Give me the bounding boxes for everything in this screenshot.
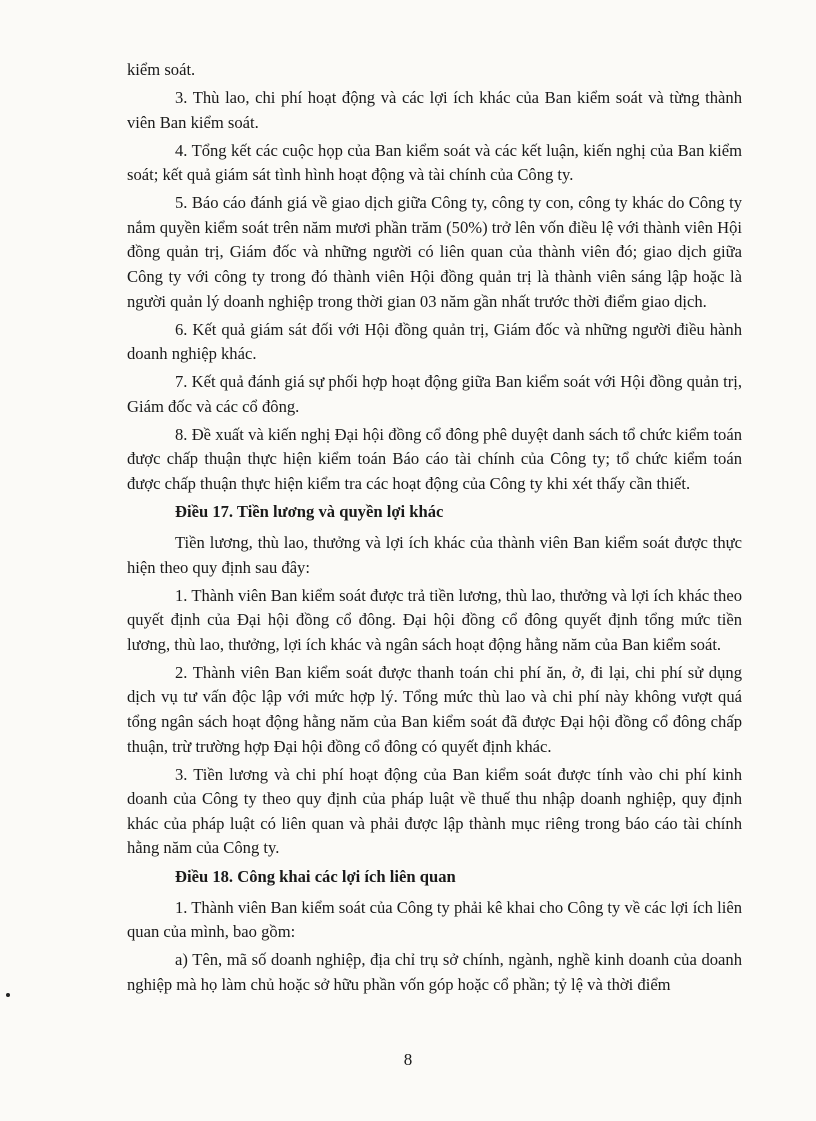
paragraph-item-3: 3. Thù lao, chi phí hoạt động và các lợi ích khác của Ban kiểm soát và từng thành viên Ban kiểm soát.: [127, 87, 742, 132]
article-17-heading: Điều 17. Tiền lương và quyền lợi khác: [175, 502, 444, 522]
paragraph-item-8: 8. Đề xuất và kiến nghị Đại hội đồng cổ đông phê duyệt danh sách tổ chức kiểm toán được chấp thuận thực hiện kiểm toán Báo cáo tài chính của Công ty; tổ chức kiểm toán được chấp thuận thực hiện kiểm tra các hoạt động của Công ty khi xét thấy cần thiết.: [127, 424, 742, 493]
scan-speck: [6, 993, 10, 997]
paragraph-continuation: kiểm soát.: [127, 60, 196, 79]
page-number: 8: [403, 1050, 413, 1069]
article-17-clause-1: 1. Thành viên Ban kiểm soát được trả tiền lương, thù lao, thưởng và lợi ích khác theo quyết định của Đại hội đồng cổ đông. Đại hội đồng cổ đông quyết định tổng mức tiền lương, thù lao, thưởng, lợi ích khác và ngân sách hoạt động hằng năm của Ban kiểm soát.: [127, 585, 742, 654]
paragraph-item-6: 6. Kết quả giám sát đối với Hội đồng quản trị, Giám đốc và những người điều hành doanh nghiệp khác.: [127, 319, 742, 364]
article-17-clause-2: 2. Thành viên Ban kiểm soát được thanh toán chi phí ăn, ở, đi lại, chi phí sử dụng dịch vụ tư vấn độc lập với mức hợp lý. Tổng mức thù lao và chi phí này không vượt quá tổng ngân sách hoạt động hằng năm của Ban kiểm soát đã được Đại hội đồng cổ đông chấp thuận, trừ trường hợp Đại hội đồng cổ đông có quyết định khác.: [127, 662, 742, 756]
article-18-clause-1: 1. Thành viên Ban kiểm soát của Công ty phải kê khai cho Công ty về các lợi ích liên quan của mình, bao gồm:: [127, 897, 742, 942]
paragraph-item-5: 5. Báo cáo đánh giá về giao dịch giữa Công ty, công ty con, công ty khác do Công ty nắm quyền kiểm soát trên năm mươi phần trăm (50%) trở lên vốn điều lệ với thành viên Hội đồng quản trị, Giám đốc và những người có liên quan của thành viên đó; giao dịch giữa Công ty với công ty trong đó thành viên Hội đồng quản trị là thành viên sáng lập hoặc là người quản lý doanh nghiệp trong thời gian 03 năm gần nhất trước thời điểm giao dịch.: [127, 193, 742, 311]
page-body: [127, 58, 742, 1001]
article-18-heading: Điều 18. Công khai các lợi ích liên quan: [175, 866, 456, 886]
article-17-intro: Tiền lương, thù lao, thưởng và lợi ích khác của thành viên Ban kiểm soát được thực hiện theo quy định sau đây:: [127, 533, 742, 577]
paragraph-item-7: 7. Kết quả đánh giá sự phối hợp hoạt động giữa Ban kiểm soát với Hội đồng quản trị, Giám đốc và các cổ đông.: [127, 372, 742, 416]
paragraph-item-4: 4. Tổng kết các cuộc họp của Ban kiểm soát và các kết luận, kiến nghị của Ban kiểm soát; kết quả giám sát tình hình hoạt động và tài chính của Công ty.: [127, 140, 742, 185]
article-18-clause-1a: a) Tên, mã số doanh nghiệp, địa chỉ trụ sở chính, ngành, nghề kinh doanh của doanh nghiệp mà họ làm chủ hoặc sở hữu phần vốn góp hoặc cổ phần; tỷ lệ và thời điểm: [127, 950, 742, 994]
article-17-clause-3: 3. Tiền lương và chi phí hoạt động của Ban kiểm soát được tính vào chi phí kinh doanh của Công ty theo quy định của pháp luật về thuế thu nhập doanh nghiệp, quy định khác của pháp luật có liên quan và phải được lập thành mục riêng trong báo cáo tài chính hằng năm của Công ty.: [127, 764, 742, 858]
